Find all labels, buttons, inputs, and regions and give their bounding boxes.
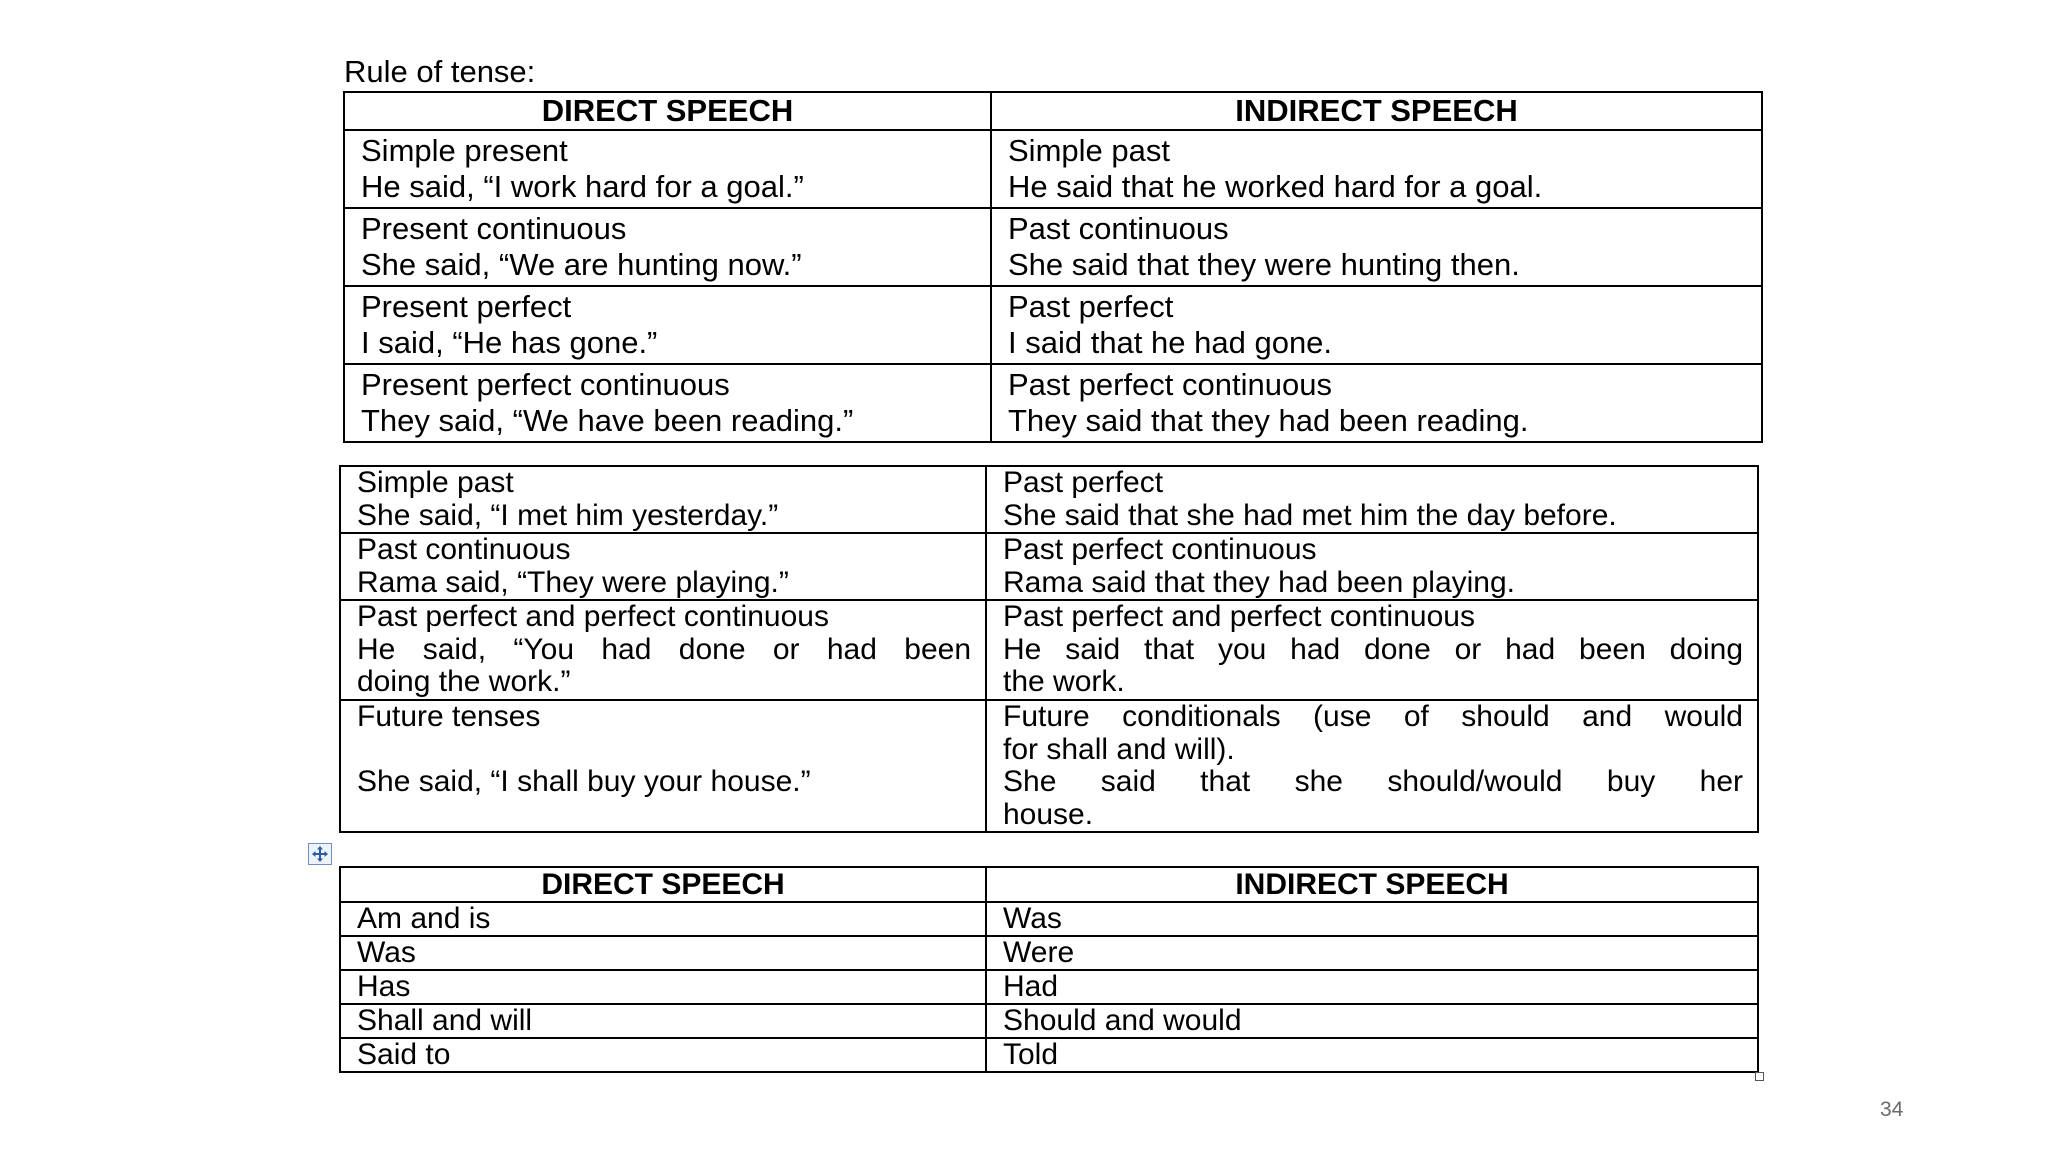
tense-name: Past perfect and perfect continuous: [1003, 600, 1475, 633]
example-sentence-line: doing the work.”: [357, 665, 571, 698]
indirect-speech-header: INDIRECT SPEECH: [986, 867, 1758, 902]
tense-rules-table-continued: [339, 465, 1759, 833]
tense-name: Present perfect continuous: [361, 367, 730, 402]
example-sentence: I said that he had gone.: [1008, 325, 1333, 360]
table-resize-handle[interactable]: [1755, 1072, 1764, 1081]
tense-name: Simple present: [361, 133, 568, 168]
tense-name: Past continuous: [1008, 211, 1229, 246]
example-sentence: Rama said that they had been playing.: [1003, 565, 1516, 599]
example-sentence: She said that she had met him the day before.: [1003, 498, 1617, 532]
table-row: [340, 466, 1758, 533]
tense-rules-table: [343, 91, 1763, 443]
table-row: [344, 208, 1762, 286]
indirect-cell: [986, 466, 1758, 533]
indirect-speech-header: INDIRECT SPEECH: [991, 92, 1762, 130]
direct-cell: Has: [340, 970, 986, 1004]
table-row: [340, 1004, 1758, 1038]
example-sentence: They said, “We have been reading.”: [361, 403, 854, 438]
tense-name: Past perfect: [1003, 466, 1164, 499]
direct-cell: Was: [340, 936, 986, 970]
tense-name: Past continuous: [357, 533, 571, 566]
table-row: [340, 533, 1758, 600]
direct-cell: Said to: [340, 1038, 986, 1072]
table-header-row: [344, 92, 1762, 130]
direct-speech-header: DIRECT SPEECH: [340, 867, 986, 902]
move-arrows-icon: [311, 845, 329, 863]
indirect-cell: Had: [986, 970, 1758, 1004]
table-header-row: [340, 867, 1758, 902]
direct-speech-header: DIRECT SPEECH: [344, 92, 991, 130]
table-row: [344, 130, 1762, 208]
example-sentence: She said, “We are hunting now.”: [361, 247, 802, 282]
direct-cell: [340, 533, 986, 600]
table-row: [340, 936, 1758, 970]
indirect-cell: [986, 700, 1758, 832]
table-move-handle[interactable]: [308, 843, 332, 865]
example-sentence-line: the work.: [1003, 665, 1125, 698]
direct-cell: Shall and will: [340, 1004, 986, 1038]
direct-cell: Am and is: [340, 902, 986, 936]
indirect-cell: Told: [986, 1038, 1758, 1072]
example-sentence: She said, “I shall buy your house.”: [357, 765, 811, 798]
page-number: 34: [1880, 1098, 1904, 1121]
example-sentence: They said that they had been reading.: [1008, 403, 1529, 438]
indirect-cell: [991, 286, 1762, 364]
direct-cell: [344, 208, 991, 286]
indirect-cell: [991, 364, 1762, 442]
tense-name: Simple past: [1008, 133, 1170, 168]
example-sentence: Rama said, “They were playing.”: [357, 565, 789, 599]
indirect-cell: Were: [986, 936, 1758, 970]
tense-name-line: for shall and will).: [1003, 732, 1235, 766]
tense-name: Present perfect: [361, 289, 572, 324]
verb-changes-table: [339, 866, 1759, 1073]
tense-name: Present continuous: [361, 211, 627, 246]
table-row: [340, 970, 1758, 1004]
example-sentence-line: He said that you had done or had been doing: [1003, 632, 1743, 666]
example-sentence: She said that they were hunting then.: [1008, 247, 1520, 282]
indirect-cell: [986, 533, 1758, 600]
table-row: [340, 902, 1758, 936]
example-sentence: He said that he worked hard for a goal.: [1008, 169, 1543, 204]
table-row: [340, 700, 1758, 832]
tense-name: Past perfect continuous: [1008, 367, 1332, 402]
tense-name: Past perfect and perfect continuous: [357, 600, 829, 633]
direct-cell: [344, 130, 991, 208]
example-sentence-line: He said, “You had done or had been: [357, 632, 971, 666]
tense-name: Past perfect: [1008, 289, 1174, 324]
indirect-cell: [986, 600, 1758, 700]
tense-name-line: Future conditionals (use of should and would: [1003, 700, 1743, 733]
tense-name: Future tenses: [357, 700, 541, 733]
indirect-cell: [991, 208, 1762, 286]
table-row: [340, 1038, 1758, 1072]
example-sentence: She said, “I met him yesterday.”: [357, 498, 779, 532]
example-sentence: He said, “I work hard for a goal.”: [361, 169, 804, 204]
indirect-cell: Should and would: [986, 1004, 1758, 1038]
direct-cell: [344, 286, 991, 364]
example-sentence-line: She said that she should/would buy her: [1003, 765, 1743, 798]
page-heading: Rule of tense:: [344, 54, 536, 89]
direct-cell: [340, 466, 986, 533]
indirect-cell: Was: [986, 902, 1758, 936]
tense-name: Simple past: [357, 466, 514, 499]
indirect-cell: [991, 130, 1762, 208]
example-sentence: I said, “He has gone.”: [361, 325, 658, 360]
table-row: [344, 364, 1762, 442]
tense-name: Past perfect continuous: [1003, 533, 1317, 566]
direct-cell: [344, 364, 991, 442]
direct-cell: [340, 700, 986, 832]
table-row: [344, 286, 1762, 364]
direct-cell: [340, 600, 986, 700]
example-sentence-line: house.: [1003, 797, 1094, 831]
blank-line: [357, 734, 971, 767]
table-row: [340, 600, 1758, 700]
